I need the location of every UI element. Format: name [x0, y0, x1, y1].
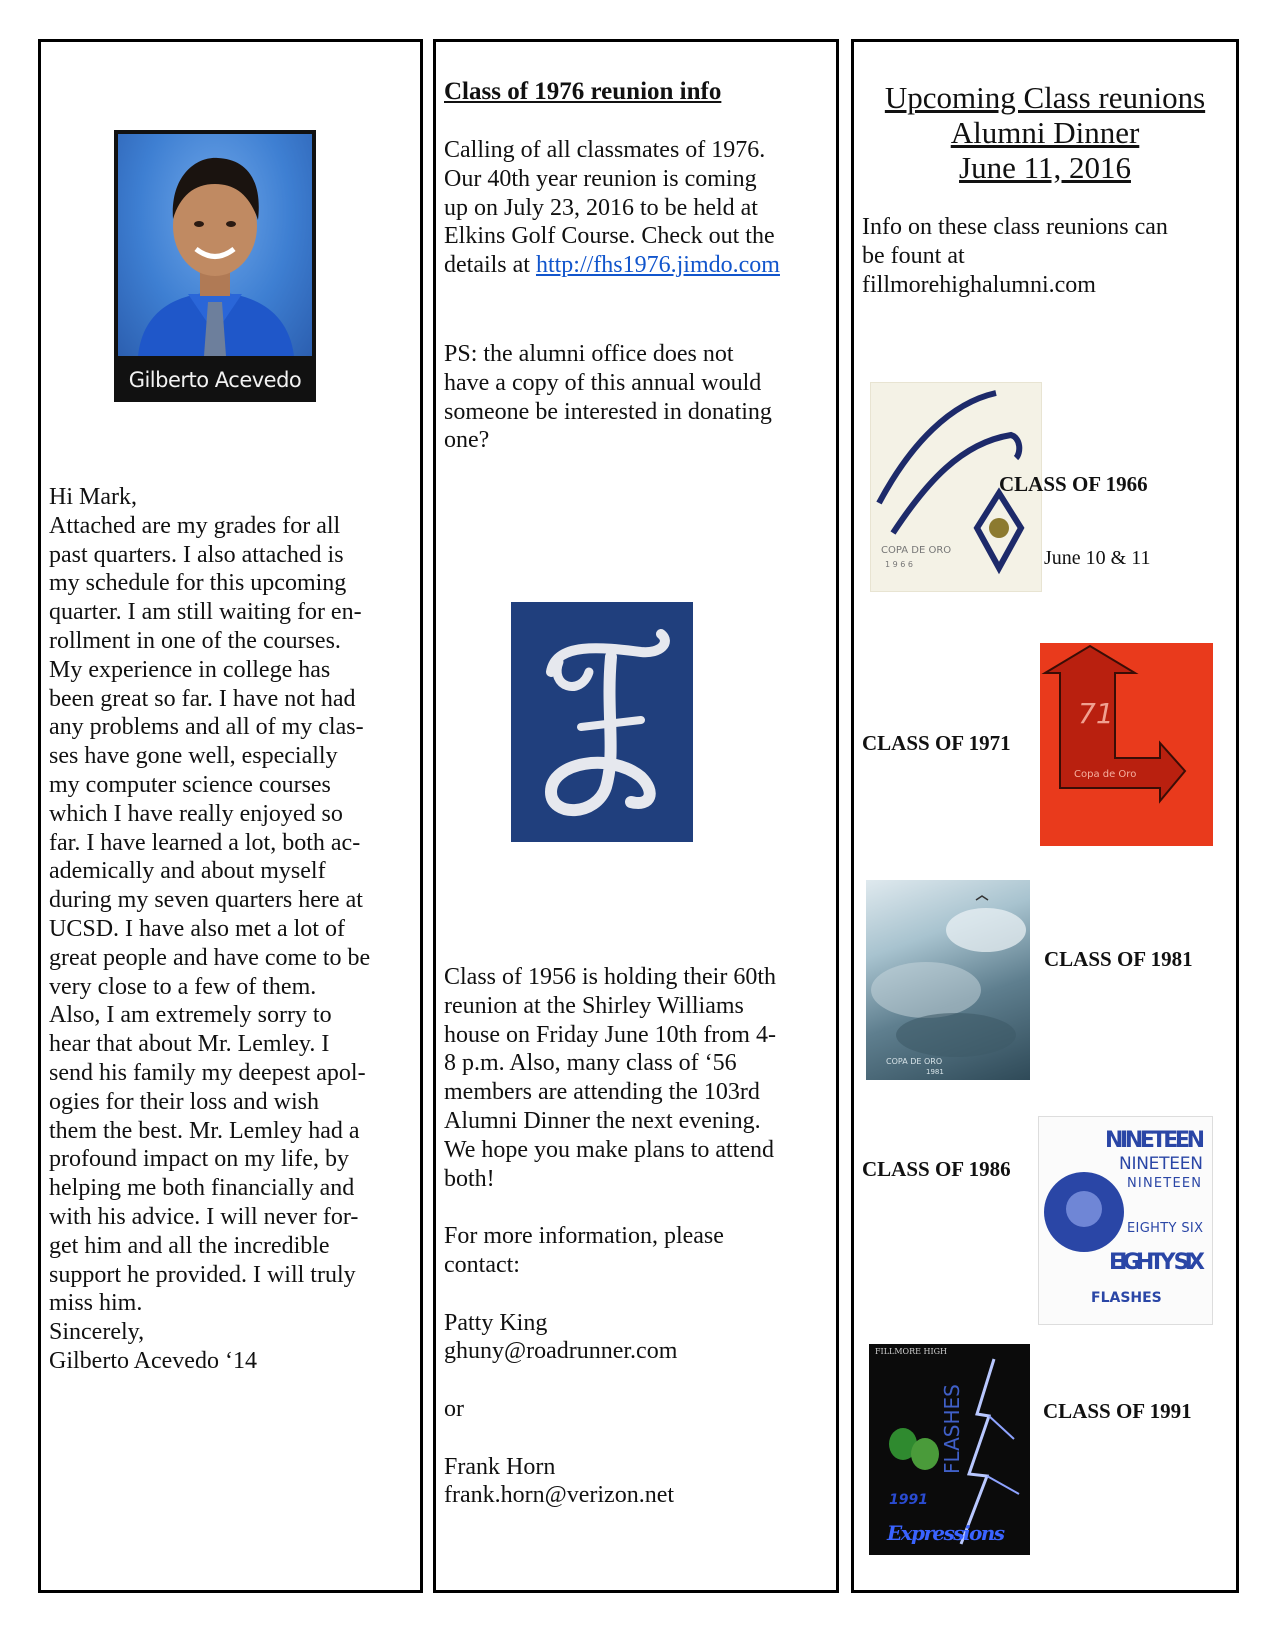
cover-1986-eighty-six-echo: EIGHTY SIX [1127, 1221, 1203, 1236]
f-yearbook-cover-image [511, 602, 693, 842]
cover-1981-title: COPA DE ORO [886, 1057, 943, 1066]
yearbook-cover-1991 [869, 1344, 1030, 1555]
class-1981-label: CLASS OF 1981 [1044, 947, 1193, 971]
cover-1986-nineteen-echo-2: NINETEEN [1127, 1176, 1201, 1191]
letter-text: Hi Mark, Attached are my grades for all past quarters. I also attached is my schedule for this upcoming quarter. I am still waiting for en- rollment in one of the courses. My experience in college has been great so far. I have not had any problems and all of my clas- ses have gone well, especially my computer science courses which I have really enjoyed so far. I have learned a lot, both ac- ademically and about myself during my seven quarters here at UCSD. I have also met a lot of great people and have come to be very close to a few of them. Also, I am extremely sorry to hear that about Mr. Lemley. I send his family my deepest apol- ogies for their loss and wish them the best. Mr. Lemley had a profound impact on my life, by helping me both financially and with his advice. I will never for- get him and all the incredible support he provided. I will truly miss him. Sincerely, Gilberto Acevedo ‘14 [49, 484, 371, 1374]
script-f-logo [511, 602, 693, 842]
person-illustration [118, 134, 312, 356]
portrait-image [118, 134, 312, 356]
reunion-info-column [433, 39, 839, 1593]
class-1956-and-contacts: Class of 1956 is holding their 60th reunion at the Shirley Williams house on Friday June 10th from 4- 8 p.m. Also, many class of ‘56 members are attending the 103rd Alumni Dinner the next evening. We hope you make plans to attend both! For more information, please contact: Patty King ghuny@roadrunner.com or Frank Horn frank.horn@verizon.net [444, 964, 776, 1509]
class-1971-label: CLASS OF 1971 [862, 731, 1011, 755]
cover-1986-flashes: FLASHES [1091, 1290, 1162, 1306]
cover-1986-nineteen-echo: NINETEEN [1119, 1154, 1203, 1174]
letter-column [38, 39, 423, 1593]
cover-1991-top: FILLMORE HIGH [875, 1347, 947, 1356]
cover-1991-year: 1991 [889, 1492, 928, 1508]
portrait-caption: Gilberto Acevedo [128, 368, 302, 392]
cover-1966-title: COPA DE ORO [881, 545, 952, 556]
class-1966-label: CLASS OF 1966 [999, 472, 1148, 496]
cover-1986-eighty-six: EIGHTY SIX [1109, 1250, 1205, 1275]
upcoming-reunions-heading [854, 80, 1236, 185]
class-1966-date: June 10 & 11 [1044, 547, 1151, 569]
heading-line-2: Alumni Dinner [950, 115, 1140, 150]
cover-1991-expressions: Expressions [887, 1521, 1005, 1545]
cover-1991-side: FLASHES [940, 1384, 964, 1474]
reunion-info-text: Info on these class reunions can be fount at fillmorehighalumni.com [862, 214, 1168, 298]
cover-1971-art [1040, 643, 1213, 846]
heading-line-3: June 11, 2016 [959, 150, 1131, 185]
yearbook-cover-1971 [1040, 643, 1213, 846]
cover-1981-art [866, 880, 1030, 1080]
cover-1971-title: Copa de Oro [1074, 769, 1137, 780]
fhs1976-link[interactable]: http://fhs1976.jimdo.com [535, 252, 780, 279]
student-portrait-photo [114, 130, 316, 402]
yearbook-cover-1986 [1038, 1116, 1213, 1325]
heading-line-1: Upcoming Class reunions [884, 80, 1206, 115]
class-1976-text: Calling of all classmates of 1976. Our 40th year reunion is coming up on July 23, 2016 to be held at Elkins Golf Course. Check out the details at [444, 137, 775, 279]
ps-paragraph: PS: the alumni office does not have a copy of this annual would someone be interested in donating one? [444, 341, 772, 454]
class-1976-paragraph [444, 136, 829, 280]
cover-1986-art [1039, 1117, 1212, 1324]
cover-1981-year: 1981 [926, 1068, 944, 1076]
cover-1986-nineteen: NINETEEN [1105, 1128, 1205, 1153]
cover-1971-number: 71 [1078, 697, 1114, 730]
upcoming-reunions-column [851, 39, 1239, 1593]
class-1991-label: CLASS OF 1991 [1043, 1399, 1192, 1423]
class-1986-label: CLASS OF 1986 [862, 1157, 1011, 1181]
cover-1991-art [869, 1344, 1030, 1555]
class-1976-heading: Class of 1976 reunion info [444, 78, 722, 105]
cover-1966-year: 1 9 6 6 [885, 560, 913, 569]
yearbook-cover-1981 [866, 880, 1030, 1080]
